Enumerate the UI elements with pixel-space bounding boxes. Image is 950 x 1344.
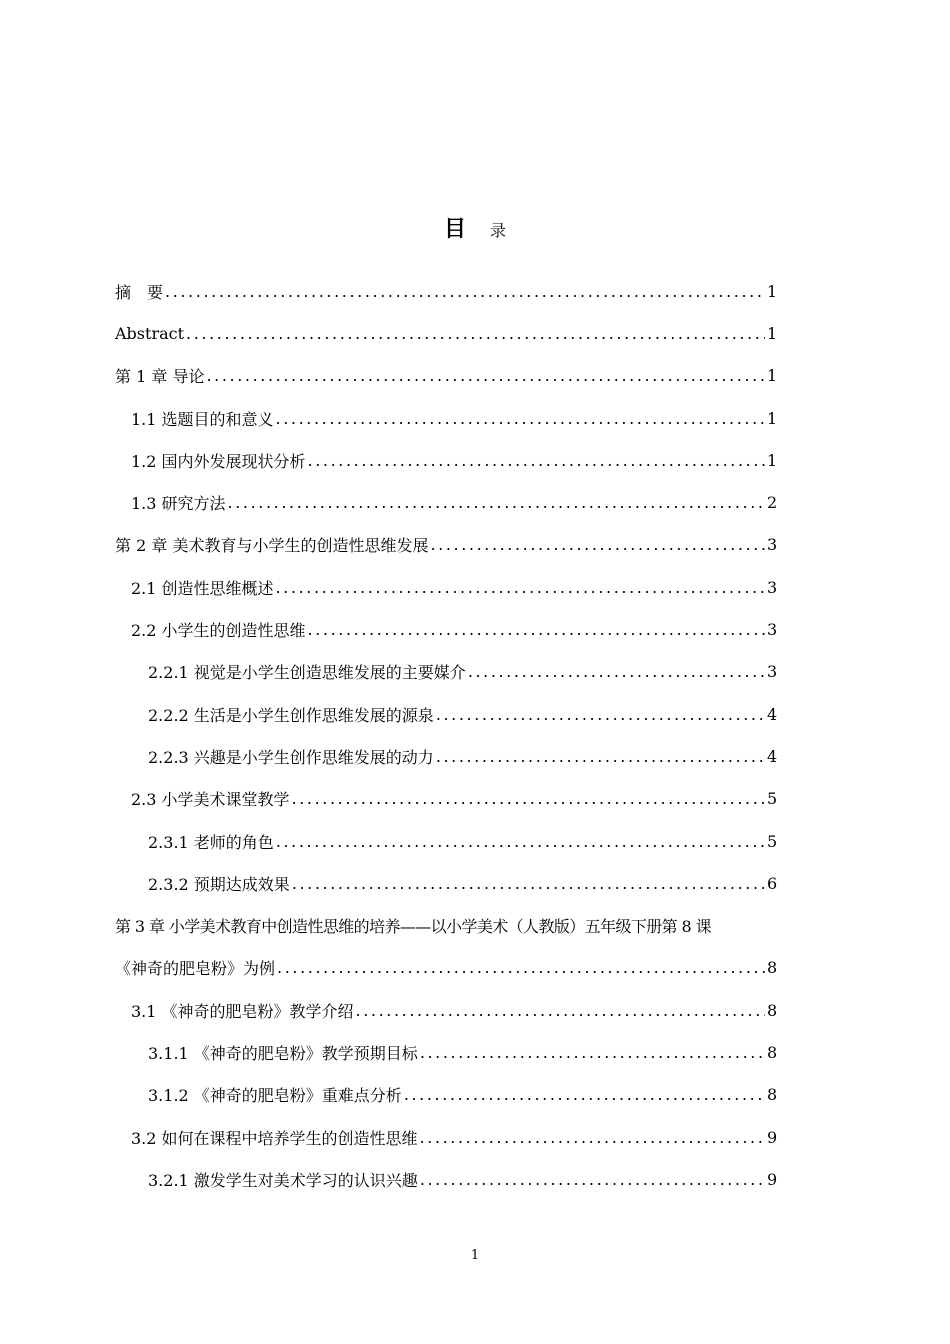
toc-title-part2: 录 (490, 221, 507, 240)
toc-entry[interactable] (115, 1031, 777, 1073)
toc-entry[interactable] (115, 355, 777, 397)
toc-entry-label: 摘 要 (115, 282, 164, 302)
toc-entry-label: 1.1 选题目的和意义 (131, 409, 274, 429)
toc-entry-page: 8 (767, 1085, 778, 1105)
toc-entry-label: 3.2.1 激发学生对美术学习的认识兴趣 (148, 1170, 418, 1190)
toc-entry[interactable] (115, 1158, 777, 1200)
toc-leader-dots (420, 1170, 765, 1189)
toc-entry-page: 4 (767, 704, 778, 724)
toc-entry[interactable] (115, 693, 777, 735)
toc-title (0, 214, 950, 246)
toc-leader-dots (420, 1128, 765, 1147)
toc-entry-label: Abstract (115, 323, 185, 343)
toc-entry-label: 2.3.1 老师的角色 (148, 832, 274, 852)
toc-entry[interactable] (115, 397, 777, 439)
toc-entry[interactable] (115, 566, 777, 608)
toc-entry-page: 1 (767, 366, 778, 386)
toc-leader-dots (276, 578, 765, 597)
page-number: 1 (470, 1248, 480, 1263)
toc-entry[interactable] (115, 778, 777, 820)
toc-entry-label: 第 2 章 美术教育与小学生的创造性思维发展 (115, 536, 429, 556)
toc-entry-label: 1.2 国内外发展现状分析 (131, 451, 306, 471)
toc-entry-page: 5 (767, 831, 778, 851)
toc-leader-dots (308, 451, 765, 470)
toc-leader-dots (420, 1043, 765, 1062)
toc-entry[interactable] (115, 439, 777, 481)
toc-entry-page: 9 (767, 1127, 778, 1147)
toc-entry[interactable] (115, 524, 777, 566)
toc-entry[interactable] (115, 1116, 777, 1158)
toc-entry-page: 3 (767, 620, 778, 640)
toc-entry[interactable] (115, 608, 777, 650)
toc-entry-wrapped[interactable] (115, 904, 777, 946)
toc-leader-dots (206, 366, 765, 385)
toc-leader-dots (308, 620, 765, 639)
toc-entry-label: 1.3 研究方法 (131, 494, 226, 514)
toc-entry-page: 1 (767, 450, 778, 470)
toc-entry-page: 8 (767, 958, 778, 978)
toc-entry-page: 6 (767, 873, 778, 893)
toc-entry[interactable] (115, 820, 777, 862)
toc-entry-label: 2.2.2 生活是小学生创作思维发展的源泉 (148, 705, 434, 725)
toc-leader-dots (356, 1001, 765, 1020)
toc-title-part1: 目 (443, 216, 466, 242)
table-of-contents (115, 270, 777, 1201)
toc-entry-label: 2.3.2 预期达成效果 (148, 874, 290, 894)
toc-entry-page: 8 (767, 1000, 778, 1020)
toc-entry-page: 3 (767, 535, 778, 555)
toc-entry-label: 2.2 小学生的创造性思维 (131, 621, 306, 641)
toc-entry[interactable] (115, 735, 777, 777)
toc-entry-label: 2.1 创造性思维概述 (131, 578, 274, 598)
toc-entry-label: 3.2 如何在课程中培养学生的创造性思维 (131, 1128, 418, 1148)
toc-leader-dots (186, 324, 765, 343)
toc-entry-label: 第 1 章 导论 (115, 367, 205, 387)
toc-entry-page: 5 (767, 789, 778, 809)
toc-entry-page: 4 (767, 746, 778, 766)
page-footer (0, 1248, 950, 1263)
toc-leader-dots (292, 874, 765, 893)
toc-entry-label: 2.2.3 兴趣是小学生创作思维发展的动力 (148, 747, 434, 767)
toc-leader-dots (292, 789, 765, 808)
toc-entry-page: 1 (767, 408, 778, 428)
toc-entry-page: 1 (767, 281, 778, 301)
toc-leader-dots (277, 958, 765, 977)
toc-entry-page: 3 (767, 577, 778, 597)
toc-entry[interactable] (115, 862, 777, 904)
toc-entry-label: 3.1 《神奇的肥皂粉》教学介绍 (131, 1001, 354, 1021)
toc-entry[interactable] (115, 947, 777, 989)
toc-entry-page: 9 (767, 1169, 778, 1189)
toc-entry-page: 1 (767, 323, 778, 343)
toc-entry-page: 2 (767, 493, 778, 513)
toc-entry[interactable] (115, 989, 777, 1031)
toc-leader-dots (436, 705, 765, 724)
toc-leader-dots (468, 662, 765, 681)
toc-leader-dots (404, 1085, 765, 1104)
toc-entry[interactable] (115, 312, 777, 354)
toc-leader-dots (228, 493, 765, 512)
toc-entry-label: 3.1.1 《神奇的肥皂粉》教学预期目标 (148, 1043, 418, 1063)
toc-entry-label: 第 3 章 小学美术教育中创造性思维的培养——以小学美术（人教版）五年级下册第 8 课 (115, 917, 711, 937)
toc-entry[interactable] (115, 1074, 777, 1116)
toc-entry[interactable] (115, 270, 777, 312)
toc-entry[interactable] (115, 481, 777, 523)
toc-leader-dots (276, 832, 765, 851)
toc-entry-page: 8 (767, 1042, 778, 1062)
toc-entry-label: 2.2.1 视觉是小学生创造思维发展的主要媒介 (148, 663, 466, 683)
toc-entry-label: 3.1.2 《神奇的肥皂粉》重难点分析 (148, 1086, 402, 1106)
toc-leader-dots (165, 282, 765, 301)
toc-entry[interactable] (115, 651, 777, 693)
toc-entry-page: 3 (767, 662, 778, 682)
toc-leader-dots (436, 747, 765, 766)
toc-leader-dots (276, 409, 765, 428)
toc-entry-label: 《神奇的肥皂粉》为例 (115, 959, 276, 979)
toc-leader-dots (430, 535, 765, 554)
toc-entry-label: 2.3 小学美术课堂教学 (131, 790, 290, 810)
